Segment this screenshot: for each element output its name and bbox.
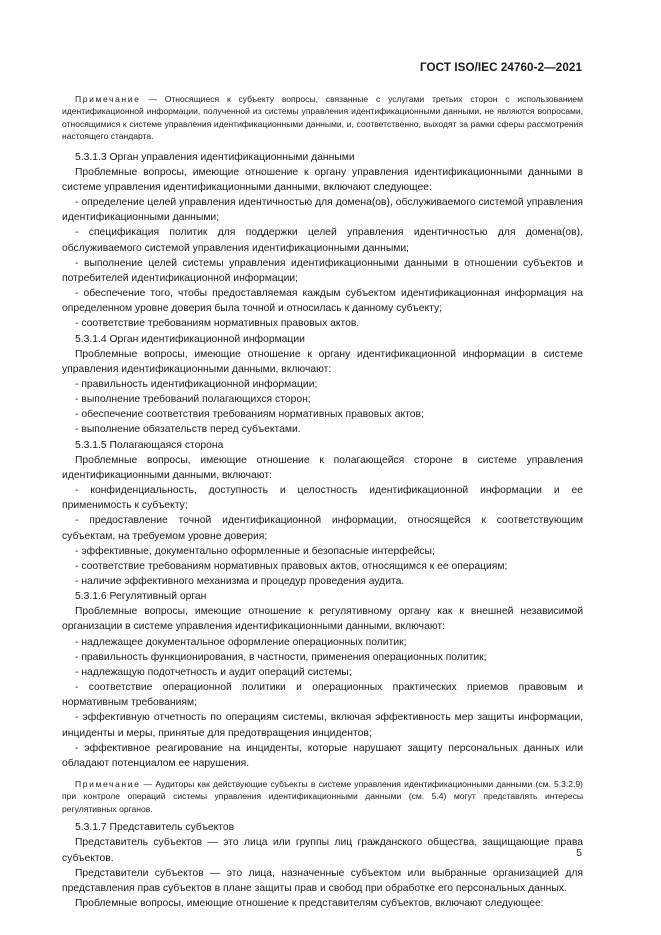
page-body [62, 93, 583, 911]
section-heading: 5.3.1.3 Орган управления идентификационными данными [75, 151, 355, 163]
paragraph: Представители субъектов — это лица, назначенные субъектом или выбранные организацией для представления прав субъектов в плане защиты прав и свобод при обработке его персональных данных. [62, 867, 583, 894]
list-item: - предоставление точной идентификационной информации, относящейся к соответствующим субъектам, на требуемом уровне доверия; [62, 515, 583, 542]
list-item: - соответствие операционной политики и операционных практических приемов правовым и нормативным требованиям; [62, 682, 583, 709]
list-item: - правильность идентификационной информации; [75, 378, 318, 390]
note-label: Примечание [75, 94, 141, 104]
list-item: - эффективные, документально оформленные и безопасные интерфейсы; [75, 545, 435, 557]
list-item: - соответствие требованиям нормативных правовых актов. [75, 318, 360, 330]
list-item: - выполнение целей системы управления идентификационными данными в отношении субъектов и потребителей идентификационной информации; [62, 257, 583, 284]
section-5-3-1-4 [62, 332, 583, 438]
section-intro: Проблемные вопросы, имеющие отношение к полагающейся стороне в системе управления идентификационными данными, включают: [62, 454, 583, 481]
paragraph: Проблемные вопросы, имеющие отношение к представителям субъектов, включают следующее: [75, 898, 544, 910]
list-item: - выполнение обязательств перед субъектами. [75, 424, 301, 436]
paragraph: Представитель субъектов — это лица или группы лиц гражданского общества, защищающие права субъектов. [62, 837, 583, 864]
section-5-3-1-3 [62, 150, 583, 332]
section-heading: 5.3.1.7 Представитель субъектов [75, 822, 235, 834]
section-5-3-1-6 [62, 589, 583, 771]
section-intro: Проблемные вопросы, имеющие отношение к органу идентификационной информации в системе управления идентификационными данными, включают: [62, 348, 583, 375]
section-heading: 5.3.1.5 Полагающаяся сторона [75, 439, 224, 451]
list-item: - наличие эффективного механизма и процедур проведения аудита. [75, 576, 405, 587]
list-item: - эффективную отчетность по операциям системы, включая эффективность мер защиты информации, инциденты и меры, принятые для предотвращения инцидентов; [62, 712, 583, 739]
note-paragraph [62, 93, 583, 143]
list-item: - конфиденциальность, доступность и целостность идентификационной информации и ее применимость к субъекту; [62, 485, 583, 512]
note-text: — Аудиторы как действующие субъекты в системе управления идентификационными данными (см. 5.3.2.9) при контроле операций системы управления идентификационными данными (см. 5.4) могут представлять интересы регулятивных органов. [62, 779, 584, 814]
list-item: - обеспечение того, чтобы предоставляемая каждым субъектом идентификационная информация на определенном уровне доверия была точной и относилась к данному субъекту; [62, 288, 583, 315]
list-item: - выполнение требований полагающихся сторон; [75, 394, 311, 406]
list-item: - надлежащее документальное оформление операционных политик; [75, 636, 407, 648]
list-item: - соответствие требованиям нормативных правовых актов, относящимся к ее операциям; [75, 560, 508, 572]
list-item: - определение целей управления идентичностью для домена(ов), обслуживаемого системой управления идентификационными данными; [62, 197, 583, 224]
list-item: - обеспечение соответствия требованиям нормативных правовых актов; [75, 409, 424, 421]
page-number: 5 [576, 847, 582, 859]
section-heading: 5.3.1.6 Регулятивный орган [75, 591, 207, 603]
section-heading: 5.3.1.4 Орган идентификационной информации [75, 333, 305, 345]
note-label: Примечание [75, 779, 141, 790]
note-text: — Относящиеся к субъекту вопросы, связанные с услугами третьих сторон с использованием идентификационной информации, полученной из системы управления идентификационными данными, не являются вопросами, относящимися к системе управления идентификационными данными, и, соответственно, выходят за рамки сферы рассмотрения настоящего стандарта. [62, 94, 583, 142]
note-paragraph [62, 778, 583, 815]
list-item: - спецификация политик для поддержки целей управления идентичностью для домена(ов), обслуживаемого системой управления идентификационными данными; [62, 227, 583, 254]
document-code: ГОСТ ISO/IEC 24760-2—2021 [420, 61, 582, 74]
section-5-3-1-7 [62, 820, 583, 911]
list-item: - надлежащую подотчетность и аудит операций системы; [75, 666, 352, 678]
section-5-3-1-5 [62, 438, 583, 590]
list-item: - эффективное реагирование на инциденты, которые нарушают защиту персональных данных или обладают потенциалом ее нарушения. [62, 742, 583, 769]
section-intro: Проблемные вопросы, имеющие отношение к органу управления идентификационными данными в системе управления идентификационными данными, включают следующее: [62, 166, 583, 193]
section-intro: Проблемные вопросы, имеющие отношение к регулятивному органу как к внешней независимой организации в системе управления идентификационными данными, включают: [62, 606, 583, 633]
list-item: - правильность функционирования, в частности, применения операционных политик; [75, 651, 487, 663]
